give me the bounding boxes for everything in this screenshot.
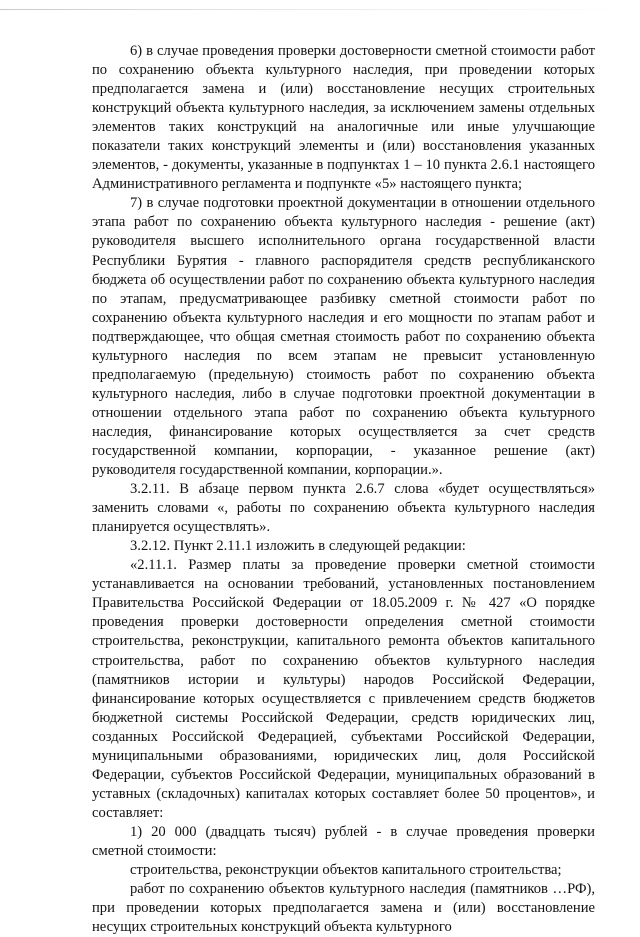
paragraph-item-7: 7) в случае подготовки проектной документации в отношении отдельного этапа работ по сохранению объекта культурного наследия - решение (акт) руководителя высшего исполнительного органа государственной власти Республики Бурятия - главного распорядителя средств республиканского бюджета об осуществлении работ по сохранению объекта культурного наследия по этапам, предусматривающее разбивку сметной стоимости работ по сохранению объекта культурного наследия и его мощности по этапам работ и подтверждающее, что общая сметная стоимость работ по сохранению объекта культурного наследия по всем этапам не превысит установленную предполагаемую (предельную) стоимость работ по сохранению объекта культурного наследия, либо в случае подготовки проектной документации в отношении отдельного этапа работ по сохранению объекта культурного наследия, финансирование которых осуществляется за счет средств государственной компании, корпорации, - указанное решение (акт) руководителя государственной компании, корпорации.». — [92, 195, 595, 479]
document-page — [92, 42, 595, 937]
paragraph-3-2-11: 3.2.11. В абзаце первом пункта 2.6.7 слова «будет осуществляться» заменить словами «, работы по сохранению объекта культурного наследия планируется осуществлять». — [92, 481, 595, 536]
paragraph-construction: строительства, реконструкции объектов капитального строительства; — [130, 862, 562, 879]
paragraph-3-2-12: 3.2.12. Пункт 2.11.1 изложить в следующей редакции: — [130, 538, 466, 555]
paragraph-fee-item-1: 1) 20 000 (двадцать тысяч) рублей - в случае проведения проверки сметной стоимости: — [92, 823, 595, 859]
scan-edge-line — [0, 9, 640, 10]
paragraph-2-11-1: «2.11.1. Размер платы за проведение проверки сметной стоимости устанавливается на основании требований, установленных постановлением Правительства Российской Федерации от 18.05.2009 г. № 427 «О порядке проведения проверки достоверности определения сметной стоимости строительства, реконструкции, капитального ремонта объектов капитального строительства, работ по сохранению объектов культурного наследия (памятников истории и культуры) народов Российской Федерации, финансирование которых осуществляется с привлечением средств бюджетов бюджетной системы Российской Федерации, средств юридических лиц, созданных Российской Федерацией, субъектами Российской Федерации, муниципальными образованиями, юридических лиц, доля Российской Федерации, субъектов Российской Федерации, муниципальных образований в уставных (складочных) капиталах которых составляет более 50 процентов», и составляет: — [92, 557, 595, 821]
paragraph-heritage-works: работ по сохранению объектов культурного наследия (памятников …РФ), при проведении которых предполагается замена и (или) восстановление несущих строительных конструкций объекта культурного — [92, 881, 595, 936]
paragraph-item-6: 6) в случае проведения проверки достоверности сметной стоимости работ по сохранению объекта культурного наследия, при проведении которых предполагается замена и (или) восстановление несущих строительных конструкций объекта культурного наследия, за исключением замены отдельных элементов таких конструкций на аналогичные или иные улучшающие показатели таких конструкций элементы и (или) восстановления указанных элементов, - документы, указанные в подпунктах 1 – 10 пункта 2.6.1 настоящего Административного регламента и подпункте «5» настоящего пункта; — [92, 43, 595, 193]
